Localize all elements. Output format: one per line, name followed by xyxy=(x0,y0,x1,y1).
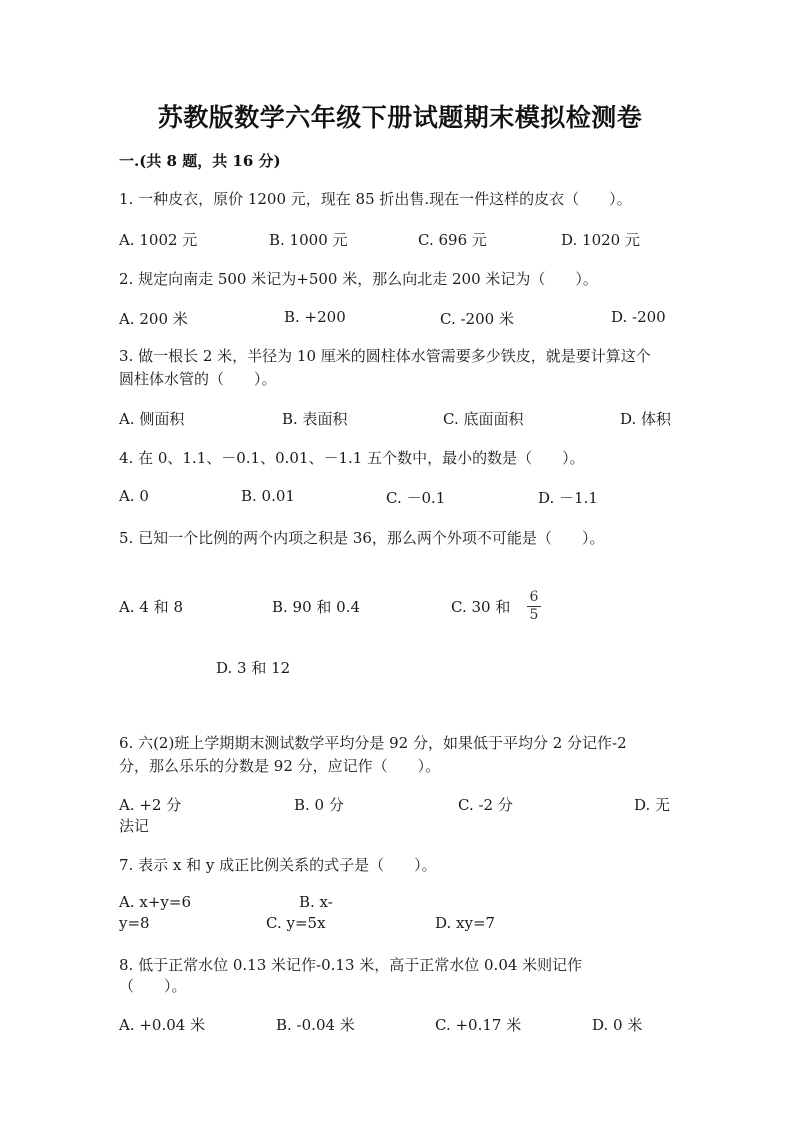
question-1-option-a: A. 1002 元 xyxy=(119,231,198,249)
question-2-option-b: B. +200 xyxy=(284,308,346,326)
question-1-text: 1. 一种皮衣，原价 1200 元，现在 85 折出售.现在一件这样的皮衣（ ）。 xyxy=(119,190,632,208)
question-7-option-b: B. x- xyxy=(299,893,333,911)
question-8-text-line-1: 8. 低于正常水位 0.13 米记作-0.13 米，高于正常水位 0.04 米则记作 xyxy=(119,956,583,974)
question-7-option-d: D. xy=7 xyxy=(435,914,496,932)
fraction-numerator: 6 xyxy=(529,589,539,605)
question-3-text-line-1: 3. 做一根长 2 米，半径为 10 厘米的圆柱体水管需要多少铁皮，就是要计算这个 xyxy=(119,347,651,365)
question-2-text: 2. 规定向南走 500 米记为+500 米，那么向北走 200 米记为（ ）。 xyxy=(119,270,598,288)
question-8-option-c: C. +0.17 米 xyxy=(435,1016,522,1034)
question-2-option-a: A. 200 米 xyxy=(119,310,188,328)
section-heading: 一.(共 8 题，共 16 分) xyxy=(119,152,281,170)
question-6-text-line-2: 分，那么乐乐的分数是 92 分，应记作（ ）。 xyxy=(119,757,441,775)
question-4-option-b: B. 0.01 xyxy=(241,487,295,505)
fraction-denominator: 5 xyxy=(529,607,539,623)
question-8-text-line-2: （ ）。 xyxy=(119,977,187,995)
question-8-option-a: A. +0.04 米 xyxy=(119,1016,206,1034)
question-5-option-c: C. 30 和 xyxy=(451,598,511,616)
question-5-text: 5. 已知一个比例的两个内项之积是 36，那么两个外项不可能是（ ）。 xyxy=(119,529,605,547)
question-4-option-a: A. 0 xyxy=(119,487,149,505)
question-5-option-b: B. 90 和 0.4 xyxy=(272,598,361,616)
question-3-option-d: D. 体积 xyxy=(620,410,672,428)
page-title: 苏教版数学六年级下册试题期末模拟检测卷 xyxy=(157,103,643,132)
question-4-option-d: D. －1.1 xyxy=(538,489,598,507)
question-4-text: 4. 在 0、1.1、－0.1、0.01、－1.1 五个数中，最小的数是（ ）。 xyxy=(119,449,585,467)
question-1-option-b: B. 1000 元 xyxy=(269,231,348,249)
question-7-text: 7. 表示 x 和 y 成正比例关系的式子是（ ）。 xyxy=(119,856,437,874)
question-2-option-d: D. -200 xyxy=(611,308,666,326)
question-6-option-a: A. +2 分 xyxy=(119,796,182,814)
question-8-option-d: D. 0 米 xyxy=(592,1016,643,1034)
question-7-option-c: C. y=5x xyxy=(266,914,326,932)
question-3-option-c: C. 底面面积 xyxy=(443,410,524,428)
question-6-option-d-wrap: 法记 xyxy=(119,817,150,835)
question-6-option-d: D. 无 xyxy=(634,796,671,814)
question-3-text-line-2: 圆柱体水管的（ ）。 xyxy=(119,370,277,388)
question-2-option-c: C. -200 米 xyxy=(440,310,514,328)
question-6-option-b: B. 0 分 xyxy=(294,796,344,814)
question-3-option-b: B. 表面积 xyxy=(282,410,348,428)
question-3-option-a: A. 侧面积 xyxy=(119,410,185,428)
question-8-option-b: B. -0.04 米 xyxy=(276,1016,355,1034)
question-6-option-c: C. -2 分 xyxy=(458,796,513,814)
fraction-six-fifths xyxy=(525,590,543,623)
question-1-option-d: D. 1020 元 xyxy=(561,231,640,249)
question-7-option-a: A. x+y=6 xyxy=(119,893,191,911)
question-5-option-d: D. 3 和 12 xyxy=(216,659,291,677)
question-5-option-a: A. 4 和 8 xyxy=(119,598,183,616)
question-6-text-line-1: 6. 六(2)班上学期期末测试数学平均分是 92 分，如果低于平均分 2 分记作-2 xyxy=(119,734,627,752)
question-4-option-c: C. －0.1 xyxy=(386,489,446,507)
question-7-option-b-wrap: y=8 xyxy=(119,914,150,932)
question-1-option-c: C. 696 元 xyxy=(418,231,487,249)
